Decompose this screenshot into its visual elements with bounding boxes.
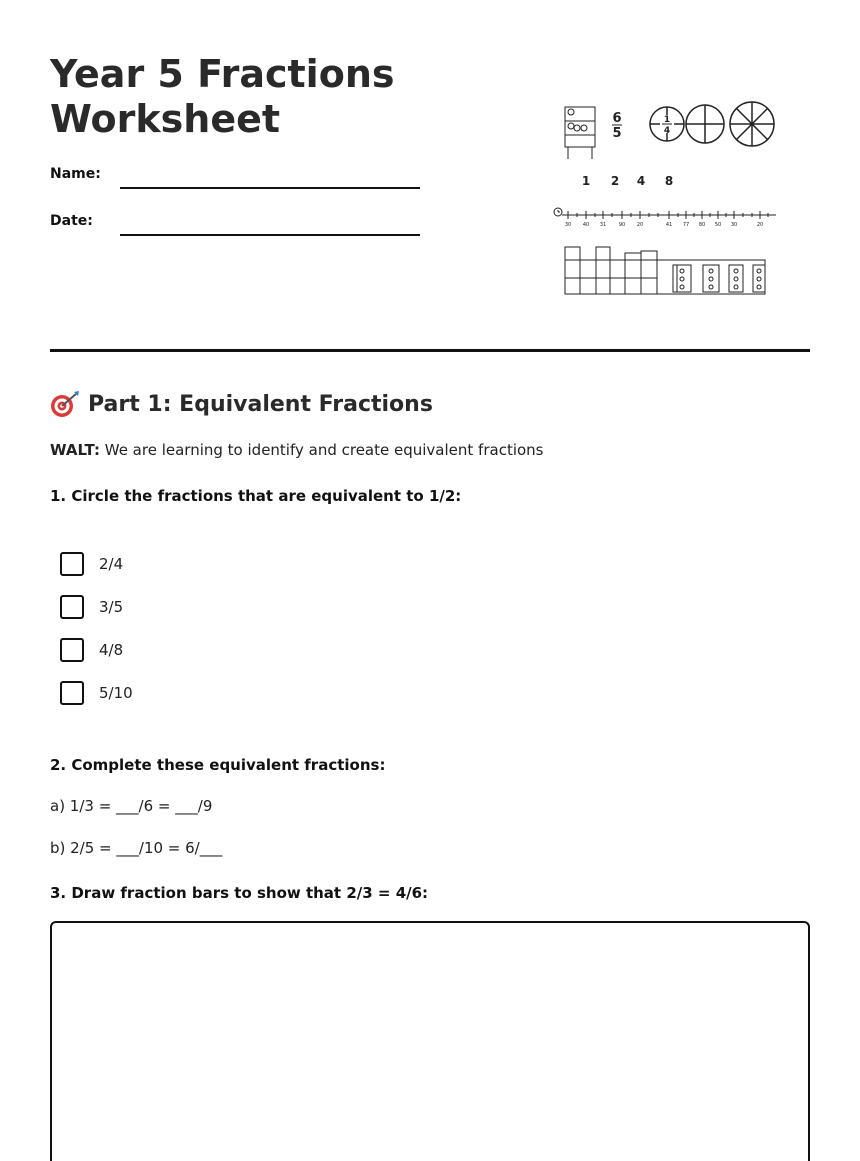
name-field-line[interactable] bbox=[120, 187, 420, 189]
option-item bbox=[60, 638, 123, 662]
number-line-tick: 77 bbox=[682, 222, 690, 228]
walt-label: WALT: bbox=[50, 441, 100, 459]
option-item bbox=[60, 595, 123, 619]
option-item bbox=[60, 552, 123, 576]
number-line-tick: 40 bbox=[582, 222, 590, 228]
target-icon bbox=[50, 390, 80, 418]
number-line-tick: 20 bbox=[756, 222, 764, 228]
fraction-illustration bbox=[548, 95, 788, 305]
part-1-heading bbox=[50, 389, 433, 419]
number-line-tick: 90 bbox=[618, 222, 626, 228]
section-divider bbox=[50, 349, 810, 352]
equation-b: b) 2/5 = ___/10 = 6/___ bbox=[50, 839, 223, 857]
walt-text: We are learning to identify and create equivalent fractions bbox=[99, 441, 544, 459]
option-label: 3/5 bbox=[99, 598, 124, 616]
number-line-tick: 31 bbox=[599, 222, 607, 228]
date-label: Date: bbox=[50, 213, 93, 229]
page-title: Year 5 Fractions Worksheet bbox=[50, 52, 395, 141]
date-field-line[interactable] bbox=[120, 234, 420, 236]
denominator-label: 4 bbox=[636, 174, 646, 188]
name-label: Name: bbox=[50, 166, 101, 182]
circle-fraction-top: 1 bbox=[663, 115, 671, 125]
option-label: 5/10 bbox=[99, 684, 133, 702]
equation-a: a) 1/3 = ___/6 = ___/9 bbox=[50, 797, 213, 815]
fraction-denominator: 5 bbox=[612, 126, 622, 141]
denominator-label: 8 bbox=[664, 174, 674, 188]
part-1-title: Part 1: Equivalent Fractions bbox=[88, 391, 433, 417]
option-label: 4/8 bbox=[99, 641, 124, 659]
number-line bbox=[554, 208, 776, 219]
number-line-tick: 30 bbox=[564, 222, 572, 228]
number-line-tick: 30 bbox=[730, 222, 738, 228]
number-line-tick: 50 bbox=[714, 222, 722, 228]
number-line-tick: 80 bbox=[698, 222, 706, 228]
fraction-blocks-icon bbox=[565, 107, 595, 159]
option-checkbox[interactable] bbox=[60, 552, 84, 576]
number-line-tick: 20 bbox=[636, 222, 644, 228]
question-1: 1. Circle the fractions that are equivalent to 1/2: bbox=[50, 487, 462, 505]
option-checkbox[interactable] bbox=[60, 638, 84, 662]
question-2: 2. Complete these equivalent fractions: bbox=[50, 756, 386, 774]
number-line-tick: 41 bbox=[665, 222, 673, 228]
option-item bbox=[60, 681, 133, 705]
walt-statement bbox=[50, 441, 544, 459]
fraction-numerator: 6 bbox=[612, 111, 622, 126]
drawing-area[interactable] bbox=[50, 921, 810, 1161]
denominator-label: 1 bbox=[581, 174, 591, 188]
option-checkbox[interactable] bbox=[60, 595, 84, 619]
denominator-label: 2 bbox=[610, 174, 620, 188]
fraction-wall-icon bbox=[565, 247, 765, 294]
question-3: 3. Draw fraction bars to show that 2/3 = 4/6: bbox=[50, 884, 429, 902]
circle-fraction-bottom: 4 bbox=[663, 126, 671, 136]
option-checkbox[interactable] bbox=[60, 681, 84, 705]
option-label: 2/4 bbox=[99, 555, 124, 573]
